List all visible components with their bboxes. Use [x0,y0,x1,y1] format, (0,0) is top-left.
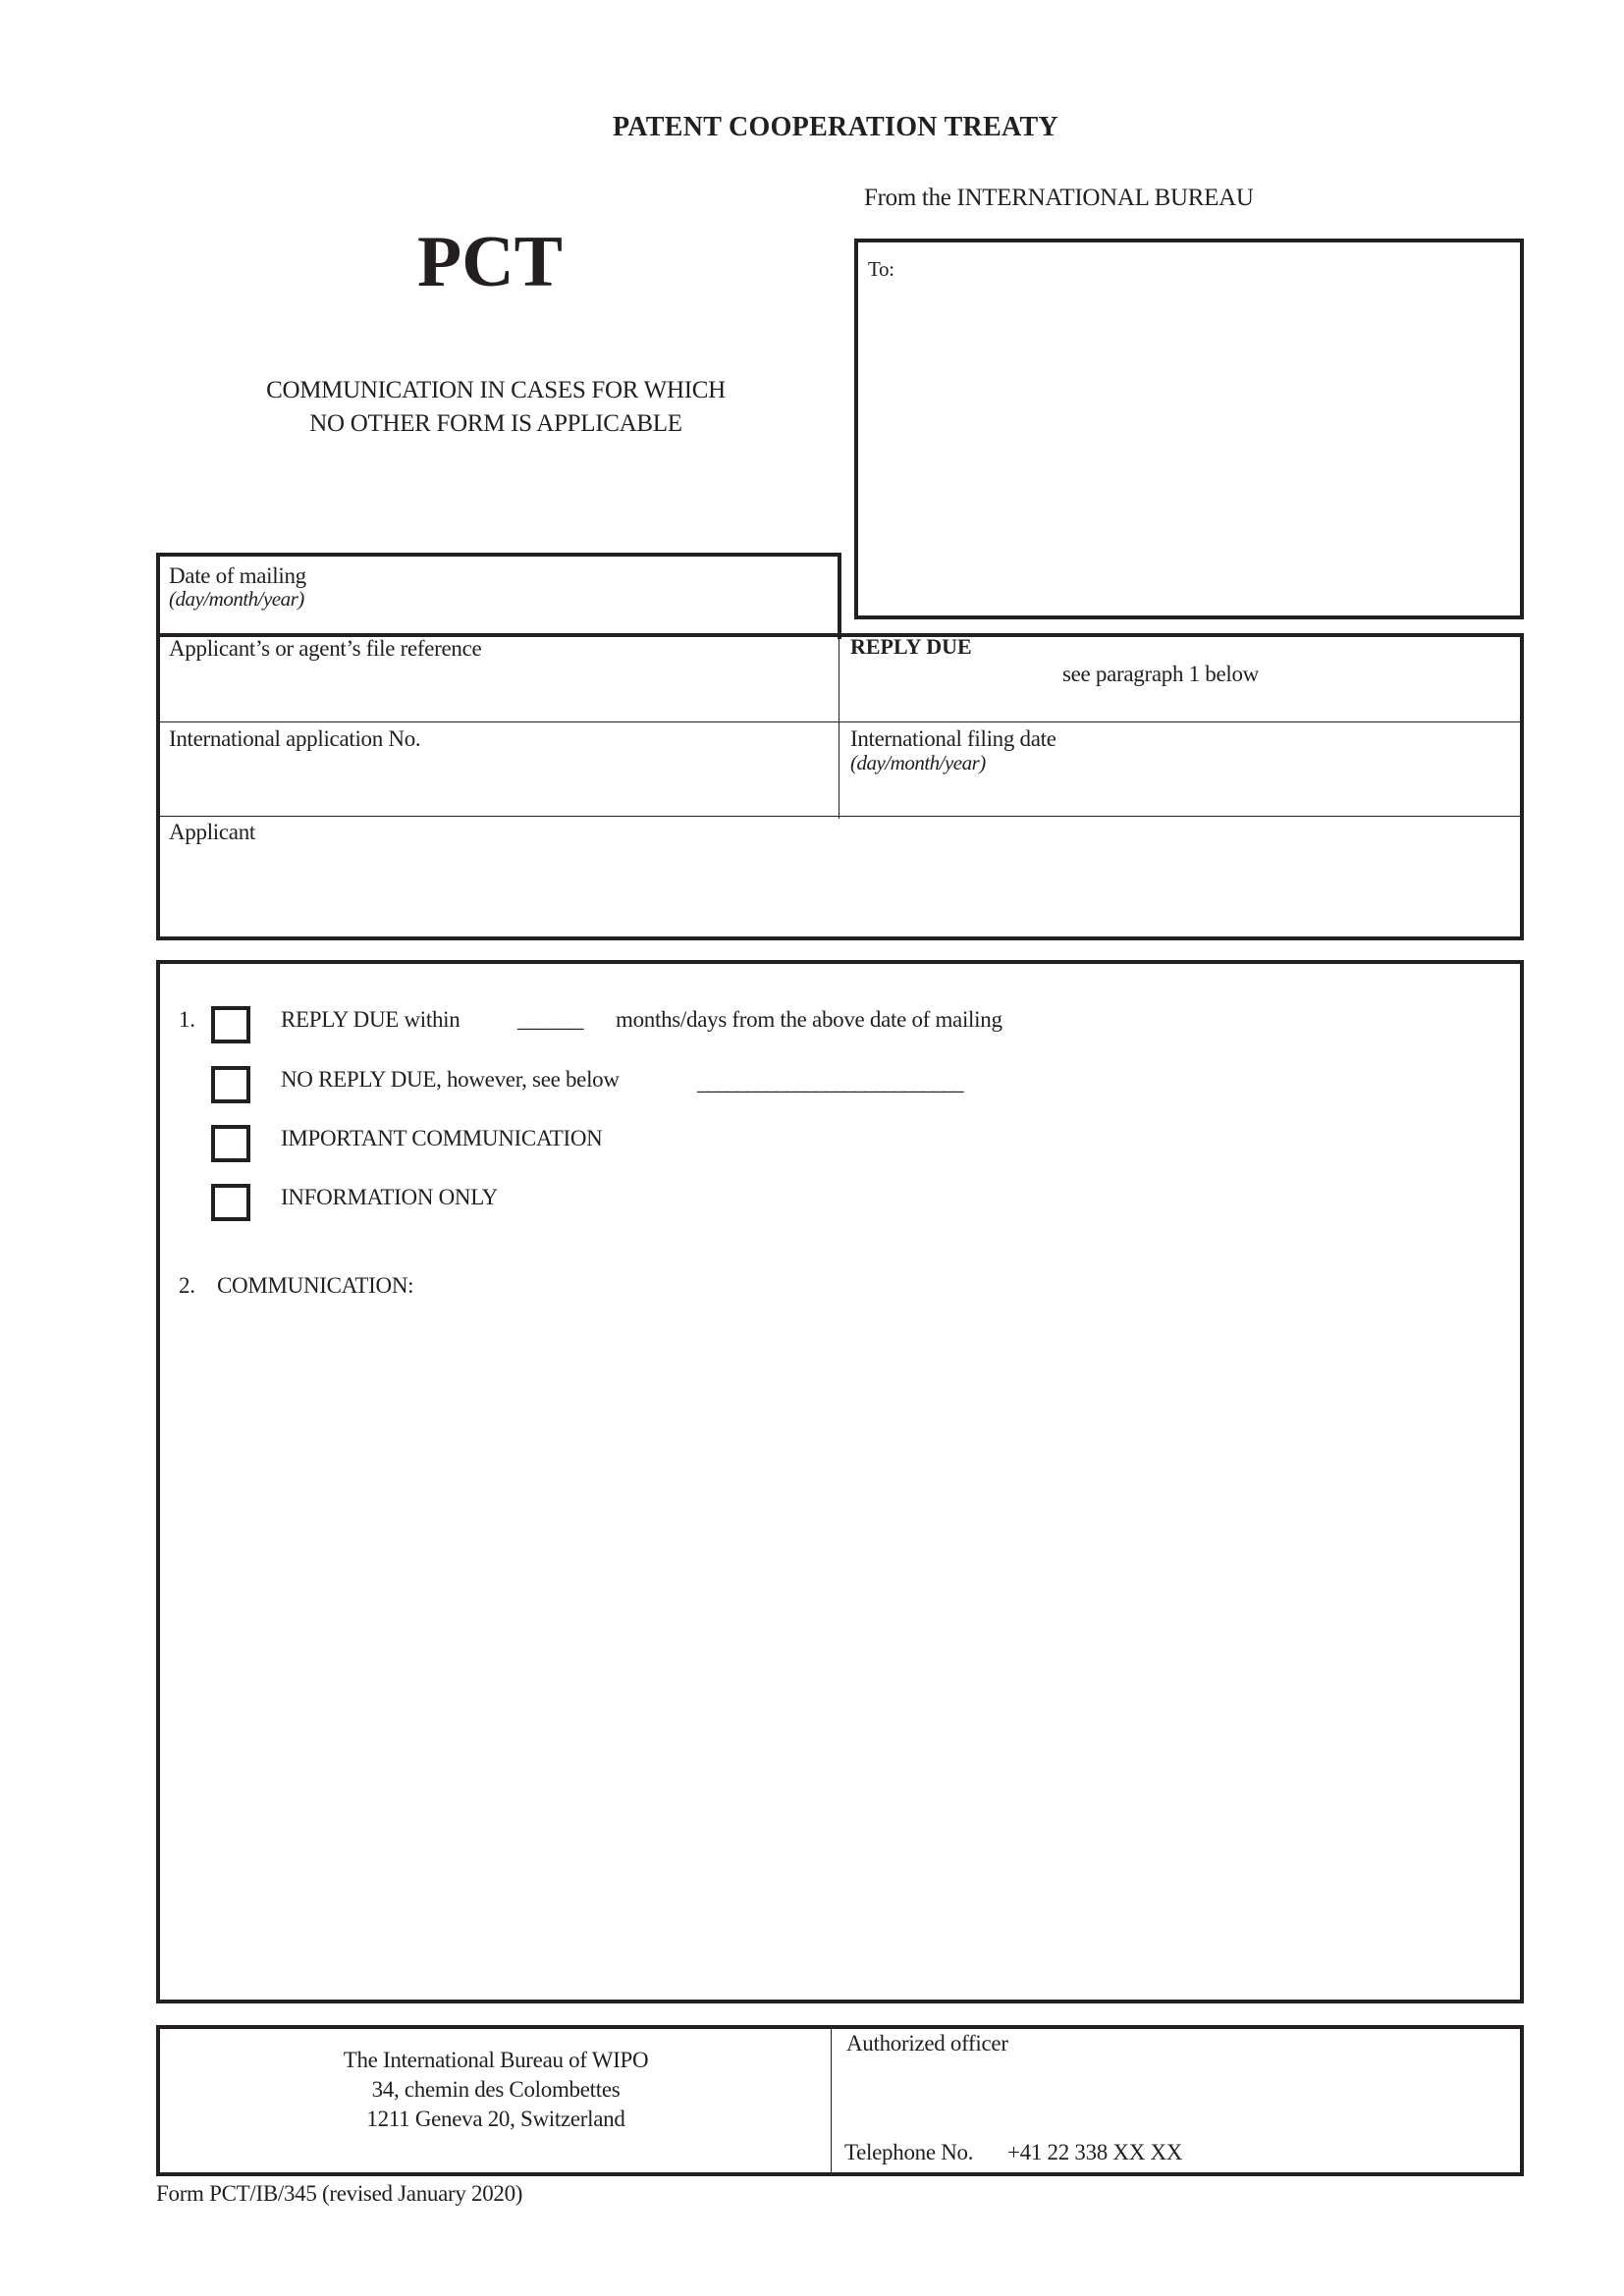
section2-number: 2. [179,1273,195,1298]
footer-divider [831,2027,832,2174]
date-format-hint: (day/month/year) [169,587,304,611]
reply-due-period-blank[interactable]: ______ [517,1007,584,1032]
address-line2: 34, chemin des Colombettes [371,2077,621,2102]
address-line1: The International Bureau of WIPO [343,2048,649,2072]
no-reply-due-label: NO REPLY DUE, however, see below [281,1067,620,1092]
reply-due-suffix: months/days from the above date of mailing [616,1007,1002,1032]
application-no-label: International application No. [169,726,421,751]
filing-date-format-hint: (day/month/year) [850,751,986,774]
reply-due-label: REPLY DUE [850,634,972,659]
to-label: To: [868,257,894,281]
reply-due-option-label: REPLY DUE within [281,1007,460,1032]
address-line3: 1211 Geneva 20, Switzerland [366,2107,625,2131]
addressee-box[interactable] [854,239,1524,619]
communication-section [156,960,1524,2003]
pct-logo: PCT [417,222,563,302]
telephone-label: Telephone No. [844,2140,974,2164]
communication-label: COMMUNICATION: [217,1273,414,1298]
no-reply-due-checkbox[interactable] [211,1066,250,1103]
date-of-mailing-label: Date of mailing [169,563,306,588]
important-communication-checkbox[interactable] [211,1125,250,1162]
authorized-officer-label: Authorized officer [846,2031,1008,2056]
row-divider [158,816,1522,817]
row-divider [158,721,1522,722]
reply-due-checkbox[interactable] [211,1006,250,1043]
no-reply-due-blank[interactable]: ___________________________ [697,1070,962,1095]
applicant-label: Applicant [169,820,255,844]
section1-number: 1. [179,1007,195,1032]
from-line: From the INTERNATIONAL BUREAU [864,185,1254,211]
form-title-line2: NO OTHER FORM IS APPLICABLE [309,410,682,437]
info-table [156,633,1524,940]
important-communication-label: IMPORTANT COMMUNICATION [281,1126,603,1150]
reply-due-note: see paragraph 1 below [1062,662,1259,686]
information-only-label: INFORMATION ONLY [281,1185,498,1209]
telephone-value: +41 22 338 XX XX [1007,2140,1183,2164]
form-id: Form PCT/IB/345 (revised January 2020) [156,2181,523,2206]
filing-date-label: International filing date [850,726,1056,751]
file-reference-label: Applicant’s or agent’s file reference [169,636,482,661]
information-only-checkbox[interactable] [211,1184,250,1221]
treaty-title: PATENT COOPERATION TREATY [612,112,1058,142]
form-title-line1: COMMUNICATION IN CASES FOR WHICH [266,377,726,403]
